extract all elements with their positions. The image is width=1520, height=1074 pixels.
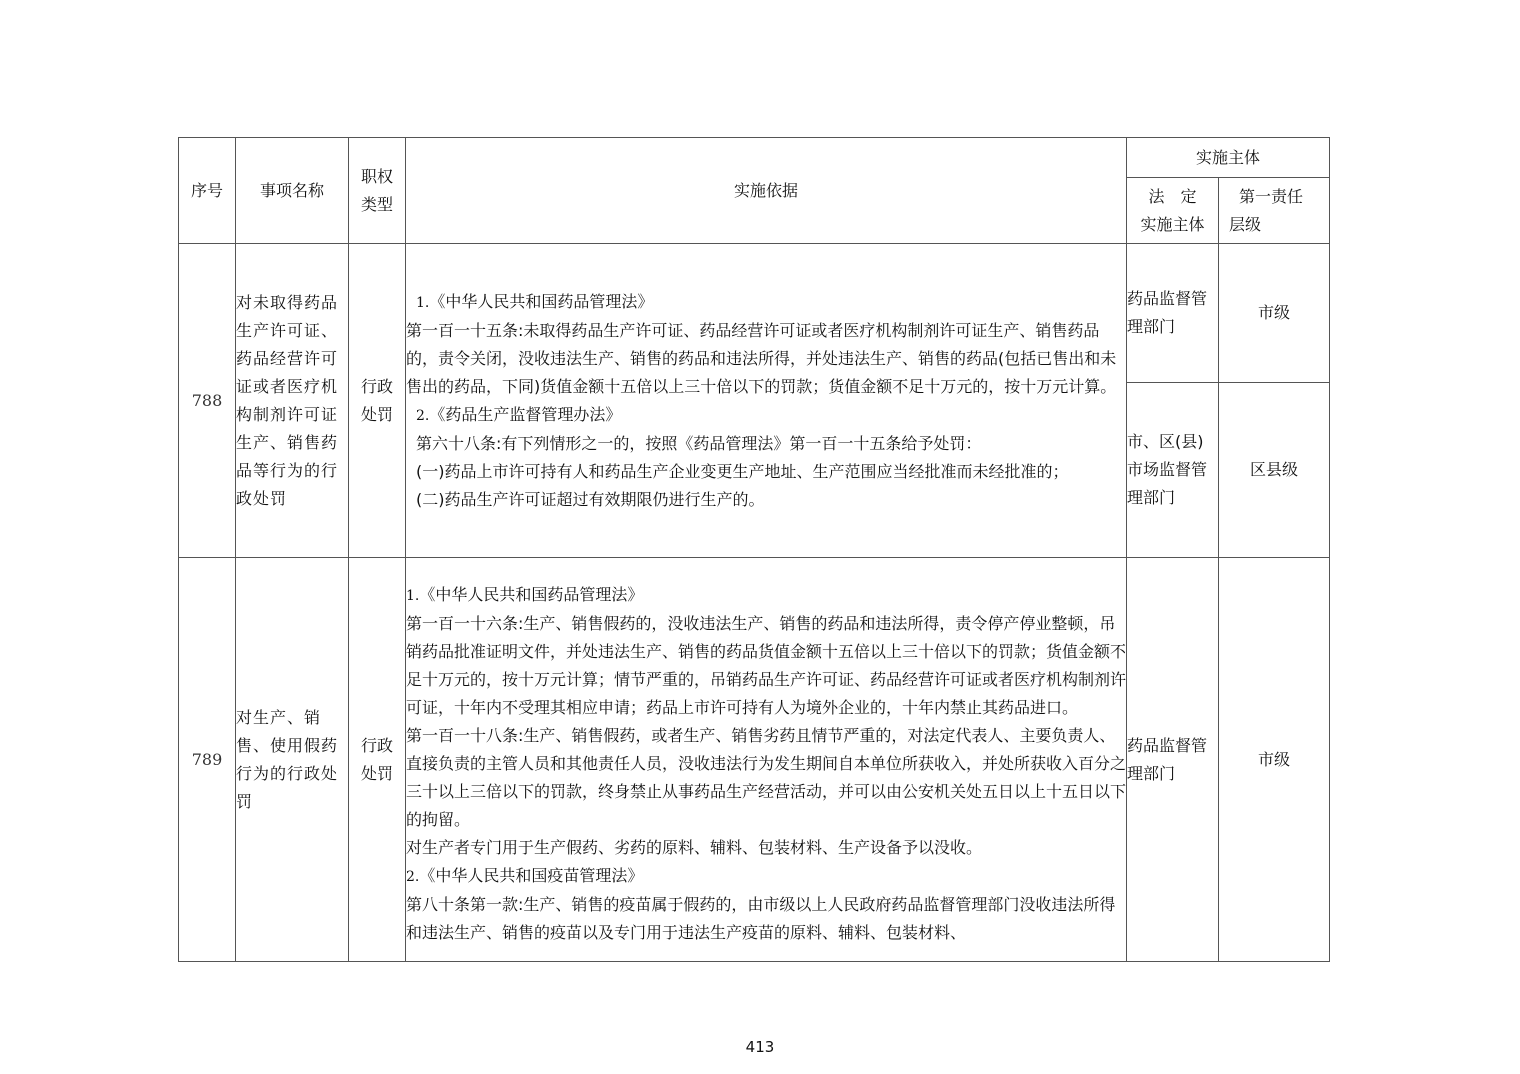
row-basis (406, 558, 1127, 962)
header-level-line1: 第一责任 (1239, 186, 1304, 206)
header-level-line2: 层级 (1229, 214, 1262, 234)
row-type (349, 558, 406, 962)
basis-article: 对生产者专门用于生产假药、劣药的原料、辅料、包装材料、生产设备予以没收。 (406, 837, 983, 857)
basis-article: 第八十条第一款:生产、销售的疫苗属于假药的，由市级以上人民政府药品监督管理部门没收违法所得和违法生产、销售的疫苗以及专门用于违法生产疫苗的原料、辅料、包装材料、 (406, 894, 1116, 942)
basis-article: 第六十八条:有下列情形之一的，按照《药品管理法》第一百一十五条给予处罚： (416, 433, 982, 453)
row-level: 区县级 (1219, 383, 1330, 558)
basis-article: 第一百一十六条:生产、销售假药的，没收违法生产、销售的药品和违法所得，责令停产停业整顿，吊销药品批准证明文件，并处违法生产、销售的药品货值金额十五倍以上三十倍以下的罚款；货值金额不足十万元的，按十万元计算；情节严重的，吊销药品生产许可证、药品经营许可证或者医疗机构制剂许可证，十年内不受理其相应申请；药品上市许可持有人为境外企业的，十年内禁止其药品进口。 (406, 613, 1127, 717)
header-name: 事项名称 (236, 138, 349, 244)
row-legal-subject: 市、区(县)市场监督管理部门 (1127, 383, 1219, 558)
row-basis (406, 244, 1127, 558)
row-legal-subject: 药品监督管理部门 (1127, 244, 1219, 383)
header-seq: 序号 (179, 138, 236, 244)
basis-article: 第一百一十五条:未取得药品生产许可证、药品经营许可证或者医疗机构制剂许可证生产、销售药品的，责令关闭，没收违法生产、销售的药品和违法所得，并处违法生产、销售的药品(包括已售出和未售出的药品，下同)货值金额十五倍以上三十倍以下的罚款；货值金额不足十万元的，按十万元计算。 (406, 320, 1117, 396)
table-row (179, 558, 1330, 962)
header-type (349, 138, 406, 244)
basis-law-title: 1.《中华人民共和国药品管理法》 (406, 584, 644, 604)
header-subject: 实施主体 (1127, 138, 1330, 178)
row-level: 市级 (1219, 558, 1330, 962)
row-type-line1: 行政 (360, 376, 393, 396)
header-legal-line2: 实施主体 (1140, 214, 1205, 234)
basis-law-title: 1.《中华人民共和国药品管理法》 (416, 291, 654, 311)
header-legal-subject (1127, 178, 1219, 244)
row-seq: 788 (179, 244, 236, 558)
enforcement-table (178, 137, 1330, 962)
basis-article: (一)药品上市许可持有人和药品生产企业变更生产地址、生产范围应当经批准而未经批准的； (416, 461, 1069, 481)
row-seq: 789 (179, 558, 236, 962)
header-basis: 实施依据 (406, 138, 1127, 244)
row-type-line2: 处罚 (360, 404, 393, 424)
basis-law-title: 2.《中华人民共和国疫苗管理法》 (406, 865, 644, 885)
basis-article: 第一百一十八条:生产、销售假药，或者生产、销售劣药且情节严重的，对法定代表人、主要负责人、直接负责的主管人员和其他责任人员，没收违法行为发生期间自本单位所获收入，并处所获收入百分之三十以上三倍以下的罚款，终身禁止从事药品生产经营活动，并可以由公安机关处五日以上十五日以下的拘留。 (406, 725, 1127, 829)
row-name: 对未取得药品生产许可证、药品经营许可证或者医疗机构制剂许可证生产、销售药品等行为的行政处罚 (236, 244, 349, 558)
page-number: 413 (745, 1038, 775, 1056)
row-type-line2: 处罚 (360, 763, 393, 783)
header-type-line1: 职权 (360, 166, 393, 186)
basis-law-title: 2.《药品生产监督管理办法》 (416, 404, 622, 424)
basis-article: (二)药品生产许可证超过有效期限仍进行生产的。 (416, 489, 765, 509)
table-row (179, 244, 1330, 383)
row-legal-subject: 药品监督管理部门 (1127, 558, 1219, 962)
row-level: 市级 (1219, 244, 1330, 383)
header-legal-line1: 法 定 (1148, 186, 1197, 206)
header-type-line2: 类型 (360, 194, 393, 214)
row-type-line1: 行政 (360, 735, 393, 755)
row-type (349, 244, 406, 558)
header-level (1219, 178, 1330, 244)
row-name: 对生产、销售、使用假药行为的行政处罚 (236, 558, 349, 962)
